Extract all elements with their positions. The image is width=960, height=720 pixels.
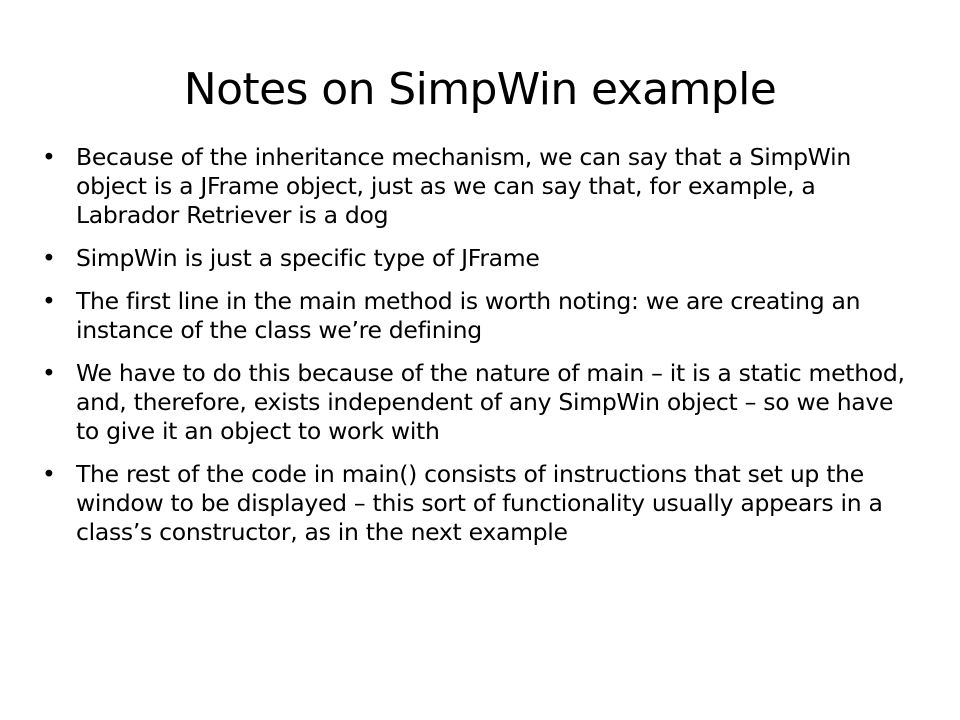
bullet-list: [42, 143, 922, 561]
bullet-dot-icon: •: [42, 359, 56, 387]
bullet-text: The rest of the code in main() consists of instructions that set up the window to be displayed – this sort of functionality usually appears in a class’s constructor, as in the next example: [76, 460, 883, 546]
bullet-text: SimpWin is just a specific type of JFrame: [76, 244, 540, 272]
bullet-item-1: [42, 143, 922, 230]
slide-title: Notes on SimpWin example: [183, 64, 777, 115]
bullet-dot-icon: •: [42, 460, 56, 488]
bullet-item-5: [42, 460, 922, 547]
bullet-dot-icon: •: [42, 143, 56, 171]
bullet-item-4: [42, 359, 922, 446]
bullet-text: Because of the inheritance mechanism, we can say that a SimpWin object is a JFrame object, just as we can say that, for example, a Labrador Retriever is a dog: [76, 143, 851, 229]
bullet-item-3: [42, 287, 922, 345]
bullet-item-2: [42, 244, 922, 273]
bullet-text: We have to do this because of the nature of main – it is a static method, and, therefore, exists independent of any SimpWin object – so we have to give it an object to work with: [76, 359, 905, 445]
bullet-dot-icon: •: [42, 244, 56, 272]
bullet-text: The first line in the main method is worth noting: we are creating an instance of the class we’re defining: [76, 287, 861, 344]
bullet-dot-icon: •: [42, 287, 56, 315]
